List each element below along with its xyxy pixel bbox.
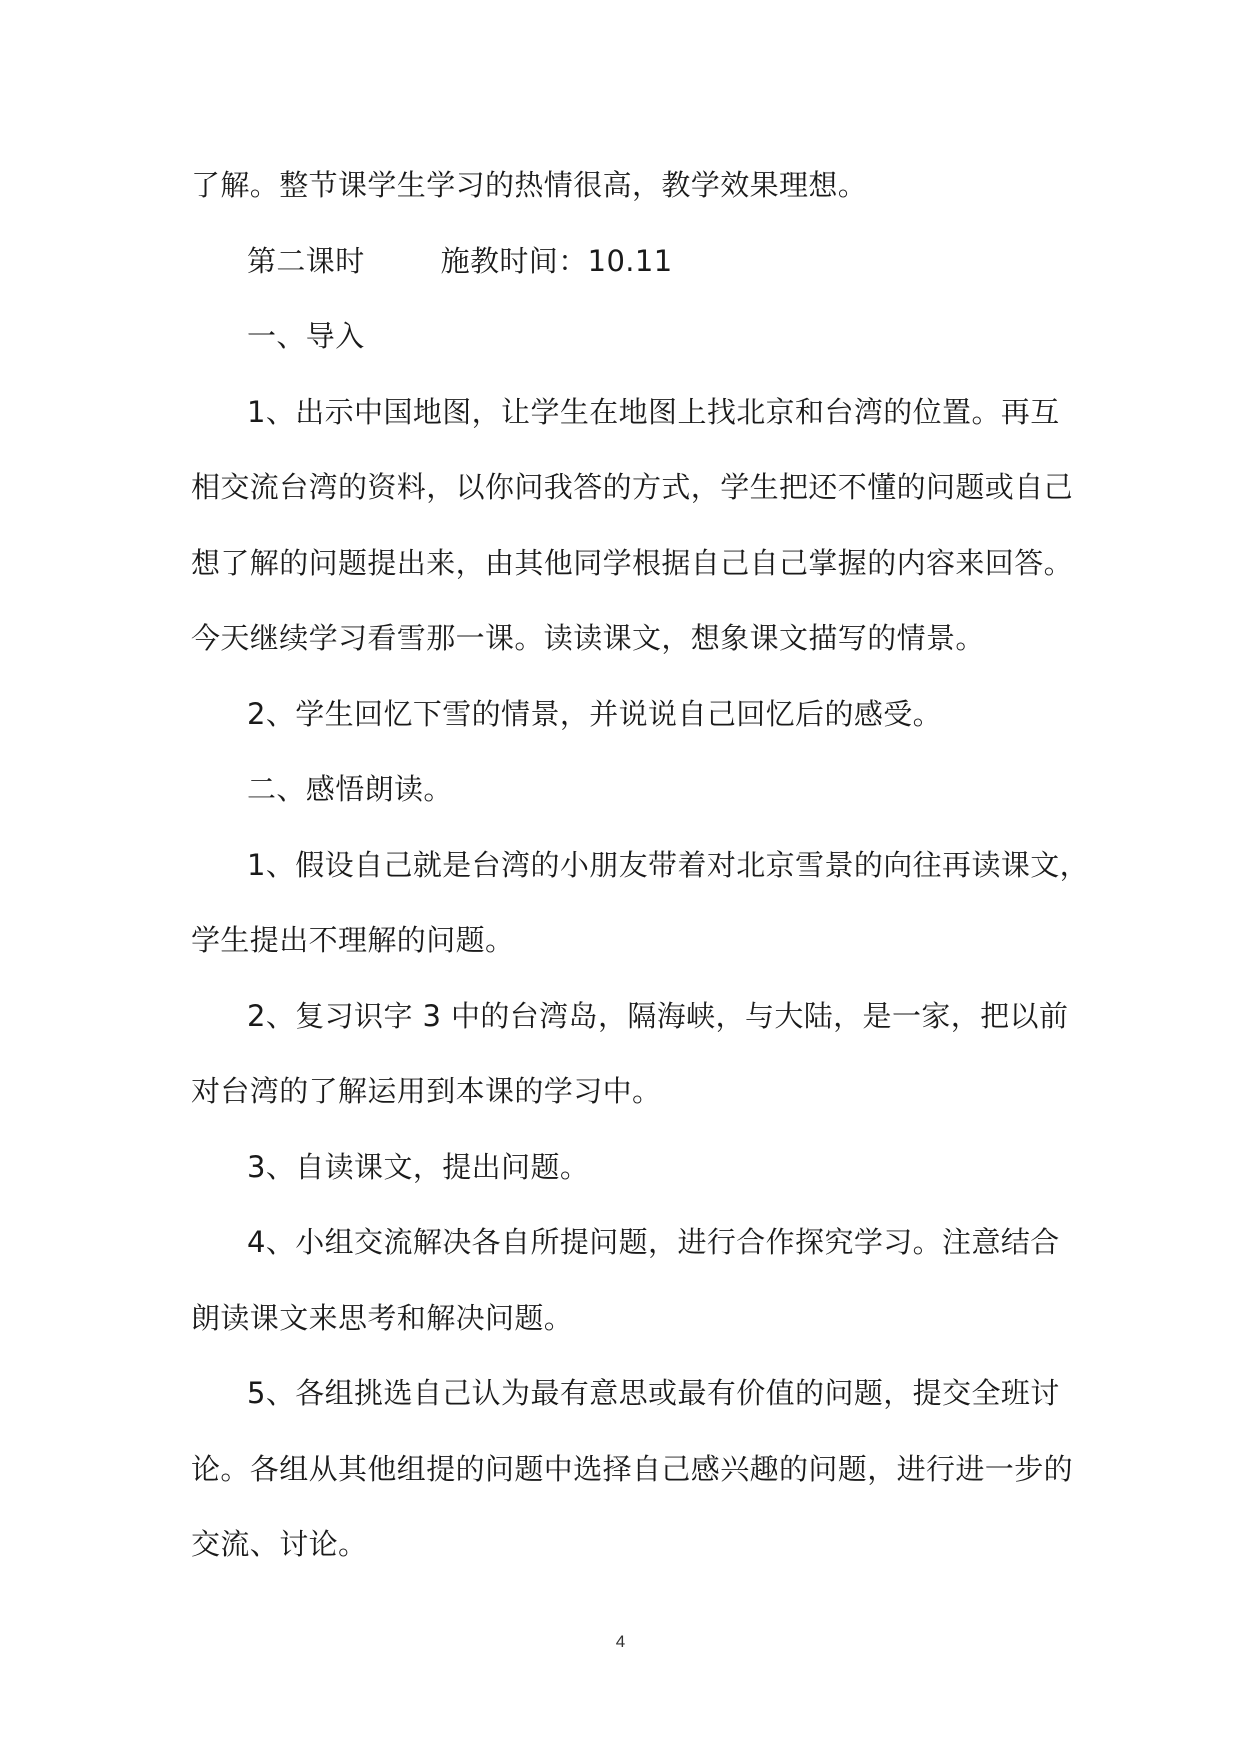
text-line: 2、复习识字 3 中的台湾岛，隔海峡，与大陆，是一家，把以前 [247,998,1069,1033]
page-number: 4 [615,1632,626,1651]
text-line: 相交流台湾的资料，以你问我答的方式，学生把还不懂的问题或自己 [191,470,1074,504]
text-line: 5、各组挑选自己认为最有意思或最有价值的问题，提交全班讨 [247,1376,1060,1410]
lesson-heading [191,224,1051,300]
teaching-date: 施教时间：10.11 [440,243,673,278]
text-line: 今天继续学习看雪那一课。读读课文，想象课文描写的情景。 [191,621,985,655]
text-line: 3、自读课文，提出问题。 [247,1149,590,1184]
text-line: 对台湾的了解运用到本课的学习中。 [191,1074,662,1108]
text-line: 学生提出不理解的问题。 [191,923,515,957]
text-line: 朗读课文来思考和解决问题。 [191,1300,574,1335]
section-heading: 二、感悟朗读。 [247,772,453,806]
text-line: 1、出示中国地图，让学生在地图上找北京和台湾的位置。再互 [247,394,1060,429]
document-body [191,148,1090,1583]
text-line: 交流、讨论。 [191,1527,368,1561]
section-heading: 一、导入 [247,319,365,353]
text-line: 了解。整节课学生学习的热情很高，教学效果理想。 [191,168,868,202]
text-line: 4、小组交流解决各自所提问题，进行合作探究学习。注意结合 [247,1225,1060,1259]
lesson-title: 第二课时 [247,243,365,278]
text-line: 2、学生回忆下雪的情景，并说说自己回忆后的感受。 [247,696,943,731]
text-line: 1、假设自己就是台湾的小朋友带着对北京雪景的向往再读课文， [247,847,1090,882]
text-line: 论。各组从其他组提的问题中选择自己感兴趣的问题，进行进一步的 [191,1451,1074,1486]
text-line: 想了解的问题提出来，由其他同学根据自己自己掌握的内容来回答。 [191,545,1074,580]
